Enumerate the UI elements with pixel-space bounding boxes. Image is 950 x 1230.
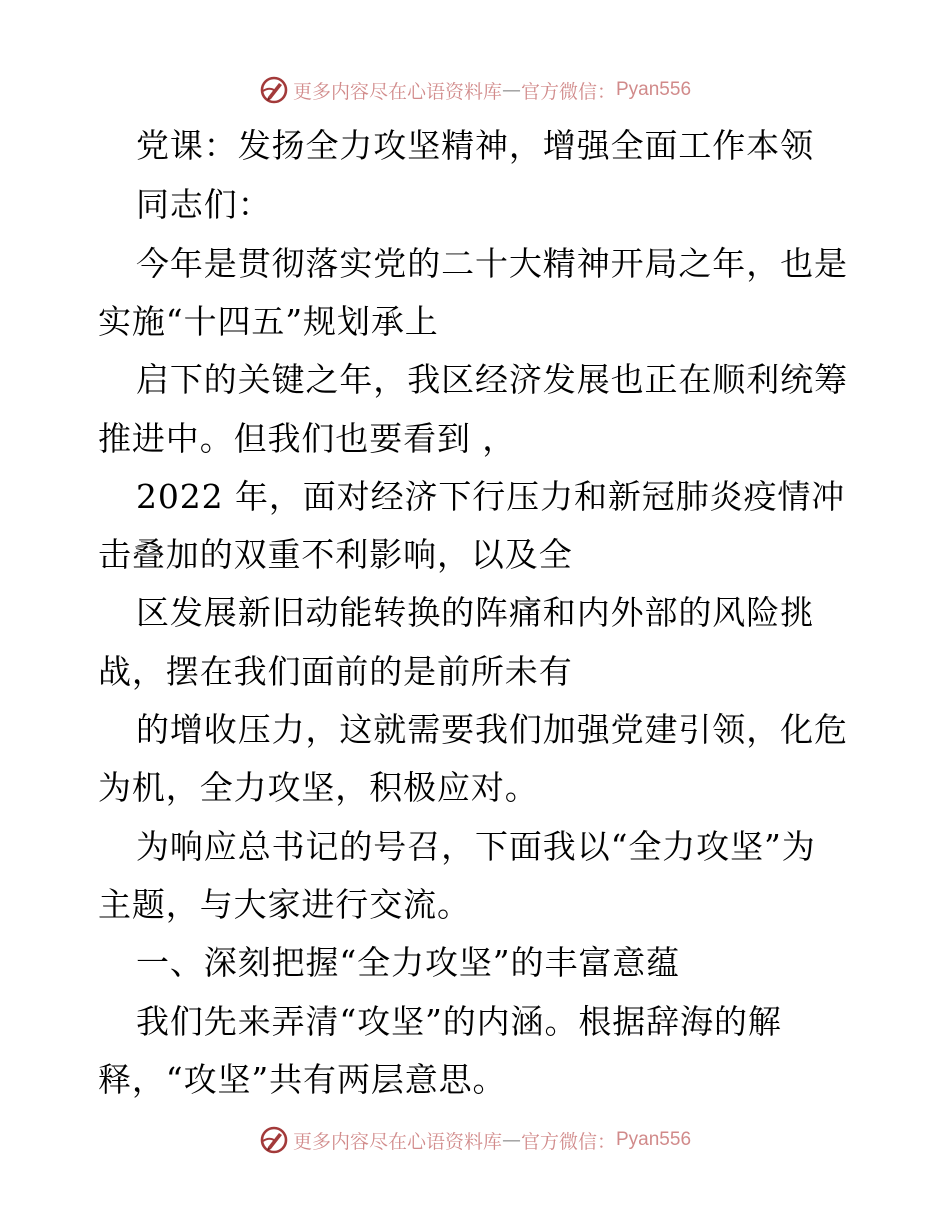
pen-logo-icon [259, 1125, 289, 1155]
watermark-text: 更多内容尽在心语资料库 [292, 80, 502, 103]
paragraph-line: 实施“十四五”规划承上 [98, 302, 439, 341]
pen-logo-icon [259, 75, 289, 105]
paragraph-line: 2022 年，面对经济下行压力和新冠肺炎疫情冲 [136, 477, 846, 516]
section-heading: 一、深刻把握“全力攻坚”的丰富意蕴 [136, 943, 681, 982]
paragraph-line: 战，摆在我们面前的是前所未有 [98, 652, 573, 691]
salutation: 同志们： [136, 185, 272, 224]
watermark-account: Pyan556 [616, 1129, 692, 1150]
paragraph-line: 启下的关键之年，我区经济发展也正在顺利统筹 [136, 360, 848, 399]
paragraph-line: 为响应总书记的号召，下面我以“全力攻坚”为 [136, 827, 816, 866]
watermark-separator: — [501, 79, 521, 101]
paragraph-line: 我们先来弄清“攻坚”的内涵。根据辞海的解 [136, 1002, 782, 1041]
document-title: 党课：发扬全力攻坚精神，增强全面工作本领 [136, 126, 814, 165]
header-watermark [0, 73, 950, 107]
watermark-text: 更多内容尽在心语资料库 [292, 1130, 502, 1153]
watermark-account-label: 官方微信： [520, 1130, 616, 1153]
paragraph-line: 区发展新旧动能转换的阵痛和内外部的风险挑 [136, 593, 814, 632]
footer-watermark [0, 1123, 950, 1157]
watermark-separator: — [501, 1129, 521, 1151]
paragraph-line: 今年是贯彻落实党的二十大精神开局之年，也是 [136, 244, 848, 283]
paragraph-line: 的增收压力，这就需要我们加强党建引领，化危 [136, 710, 848, 749]
watermark-account: Pyan556 [616, 79, 692, 100]
paragraph-line: 推进中。但我们也要看到 ， [98, 419, 517, 458]
paragraph-line: 释，“攻坚”共有两层意思。 [98, 1060, 507, 1099]
watermark-account-label: 官方微信： [520, 80, 616, 103]
paragraph-line: 为机，全力攻坚，积极应对。 [98, 768, 539, 807]
paragraph-line: 击叠加的双重不利影响，以及全 [98, 535, 573, 574]
paragraph-line: 主题，与大家进行交流。 [98, 885, 471, 924]
